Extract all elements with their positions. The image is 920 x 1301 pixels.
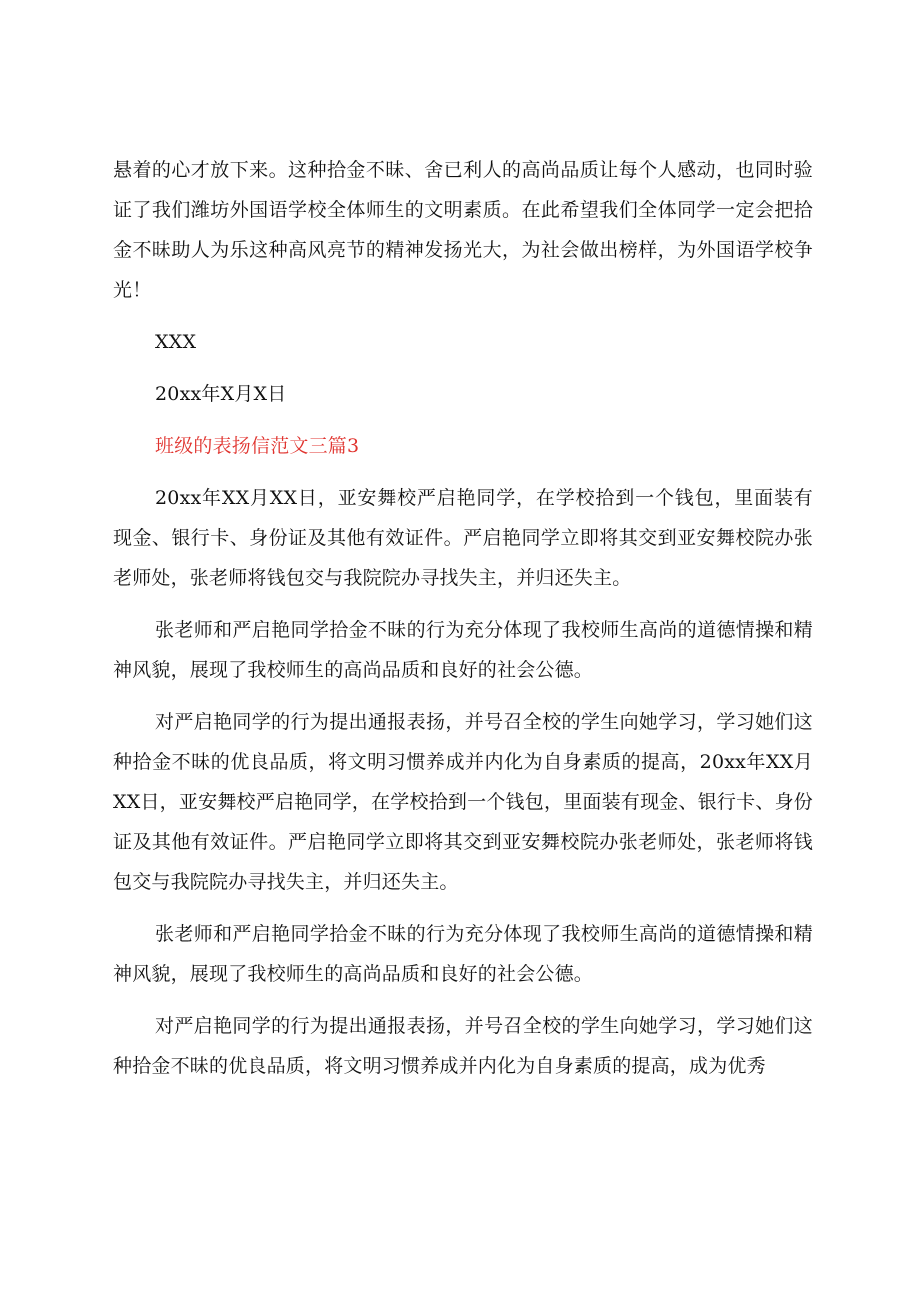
- paragraph: 张老师和严启艳同学拾金不昧的行为充分体现了我校师生高尚的道德情操和精神风貌，展现了我校师生的高尚品质和良好的社会公德。: [113, 923, 813, 985]
- paragraph-continuation: 悬着的心才放下来。这种拾金不昧、舍已利人的高尚品质让每个人感动，也同时验证了我们潍坊外国语学校全体师生的文明素质。在此希望我们全体同学一定会把拾金不昧助人为乐这种高风亮节的精神发扬光大，为社会做出榜样，为外国语学校争光！: [113, 159, 813, 301]
- paragraph: 张老师和严启艳同学拾金不昧的行为充分体现了我校师生高尚的道德情操和精神风貌，展现了我校师生的高尚品质和良好的社会公德。: [113, 619, 813, 681]
- paragraph: 对严启艳同学的行为提出通报表扬，并号召全校的学生向她学习，学习她们这种拾金不昧的优良品质，将文明习惯养成并内化为自身素质的提高，成为优秀: [113, 1015, 813, 1077]
- paragraph: 对严启艳同学的行为提出通报表扬，并号召全校的学生向她学习，学习她们这种拾金不昧的优良品质，将文明习惯养成并内化为自身素质的提高，20xx年XX月XX日，亚安舞校严启艳同学，在学校拾到一个钱包，里面装有现金、银行卡、身份证及其他有效证件。严启艳同学立即将其交到亚安舞校院办张老师处，张老师将钱包交与我院院办寻找失主，并归还失主。: [113, 711, 813, 893]
- section-heading: 班级的表扬信范文三篇3: [155, 435, 360, 457]
- paragraph: 20xx年XX月XX日，亚安舞校严启艳同学，在学校拾到一个钱包，里面装有现金、银行卡、身份证及其他有效证件。严启艳同学立即将其交到亚安舞校院办张老师处，张老师将钱包交与我院院办寻找失主，并归还失主。: [113, 487, 813, 589]
- signature-date: 20xx年X月X日: [155, 383, 287, 405]
- document-body: [113, 150, 813, 1086]
- signature-name: XXX: [155, 331, 197, 353]
